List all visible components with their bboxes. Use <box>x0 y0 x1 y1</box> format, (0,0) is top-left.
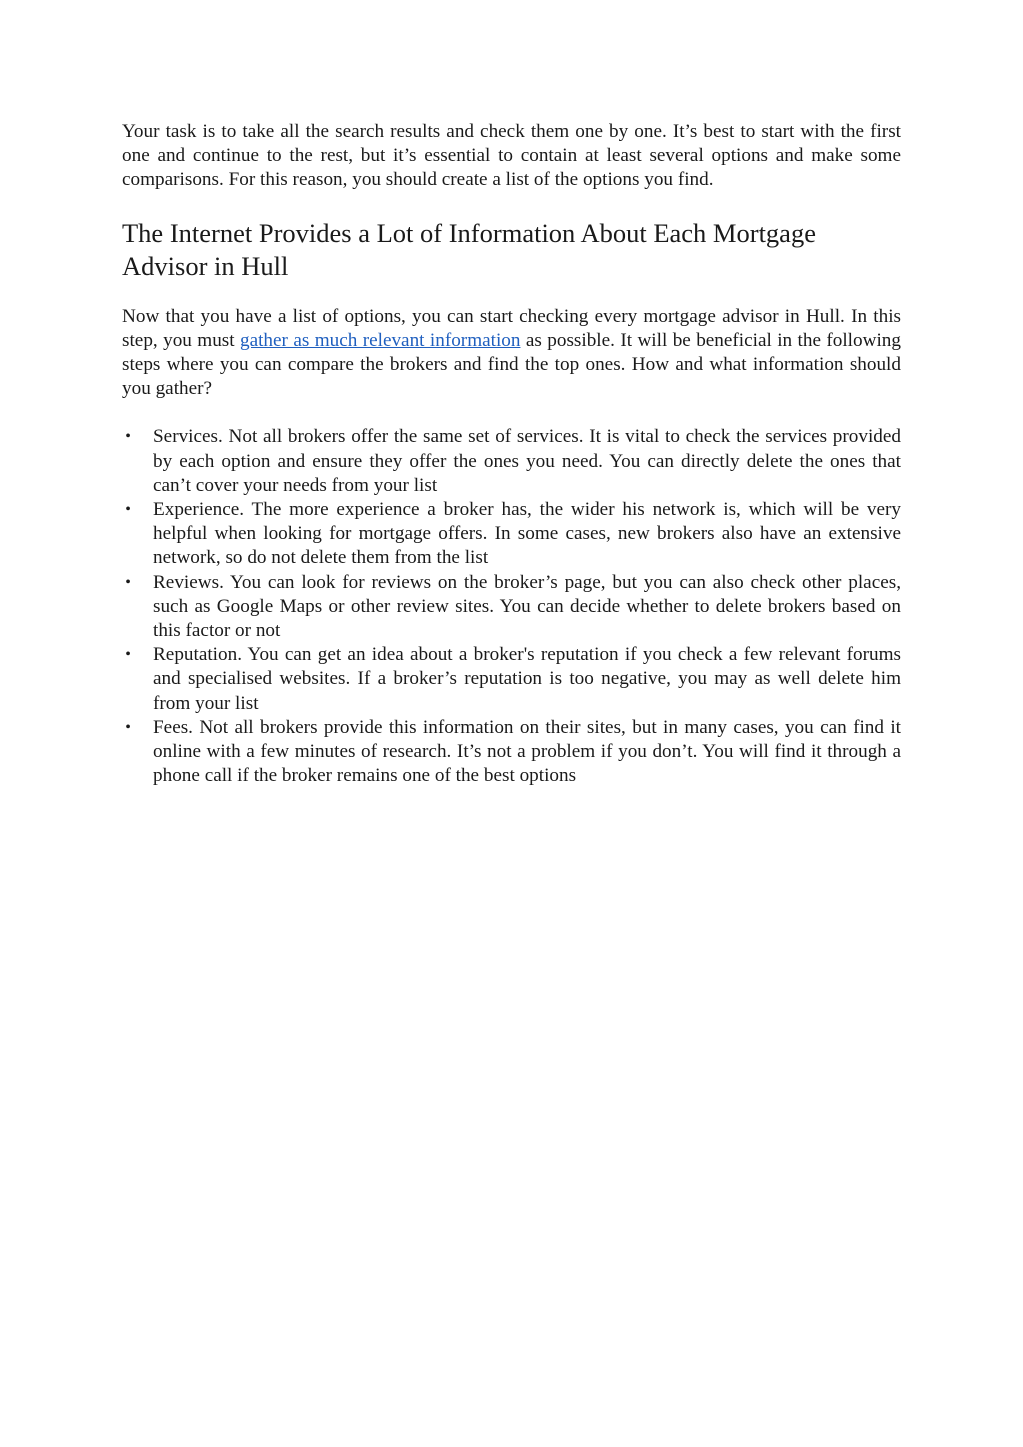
list-item-text: Experience. The more experience a broker has, the wider his network is, which will be very helpful when looking for mortgage offers. In some cases, new brokers also have an extensive network, so do not delete them from the list <box>153 499 901 569</box>
document-page <box>122 120 901 788</box>
gather-information-link[interactable]: gather as much relevant information <box>239 329 521 351</box>
body-paragraph <box>122 305 901 402</box>
list-item-reputation <box>122 643 901 716</box>
section-heading: The Internet Provides a Lot of Information About Each Mortgage Advisor in Hull <box>122 217 816 281</box>
list-item-services <box>122 425 901 498</box>
list-item-text: Reviews. You can look for reviews on the broker’s page, but you can also check other places, such as Google Maps or other review sites. You can decide whether to delete brokers based on this factor or not <box>153 571 901 642</box>
body-text-before-link: Now that you have a list of options, you can start checking every mortgage advisor in Hull. In this step, you must <box>122 305 901 351</box>
bullet-icon: • <box>125 646 131 664</box>
bullet-icon: • <box>125 428 131 446</box>
bullet-icon: • <box>125 718 131 736</box>
bullet-icon: • <box>125 501 131 519</box>
body-text-after-link: as possible. It will be beneficial in the following steps where you can compare the brokers and find the top ones. How and what information should you gather? <box>122 329 901 400</box>
intro-paragraph: Your task is to take all the search results and check them one by one. It’s best to start with the first one and continue to the rest, but it’s essential to contain at least several options and make some comparisons. For this reason, you should create a list of the options you find. <box>122 121 901 191</box>
list-item-reviews <box>122 571 901 644</box>
list-item-fees <box>122 716 901 789</box>
list-item-text: Fees. Not all brokers provide this information on their sites, but in many cases, you can find it online with a few minutes of research. It’s not a problem if you don’t. You will find it through a phone call if the broker remains one of the best options <box>153 716 901 787</box>
list-item-experience <box>122 498 901 571</box>
list-item-text: Services. Not all brokers offer the same set of services. It is vital to check the services provided by each option and ensure they offer the ones you need. You can directly delete the ones that can’t cover your needs from your list <box>153 426 901 496</box>
list-item-text: Reputation. You can get an idea about a broker's reputation if you check a few relevant forums and specialised websites. If a broker’s reputation is too negative, you may as well delete him from your list <box>153 644 901 714</box>
bullet-list <box>122 425 901 788</box>
bullet-icon: • <box>125 573 131 591</box>
